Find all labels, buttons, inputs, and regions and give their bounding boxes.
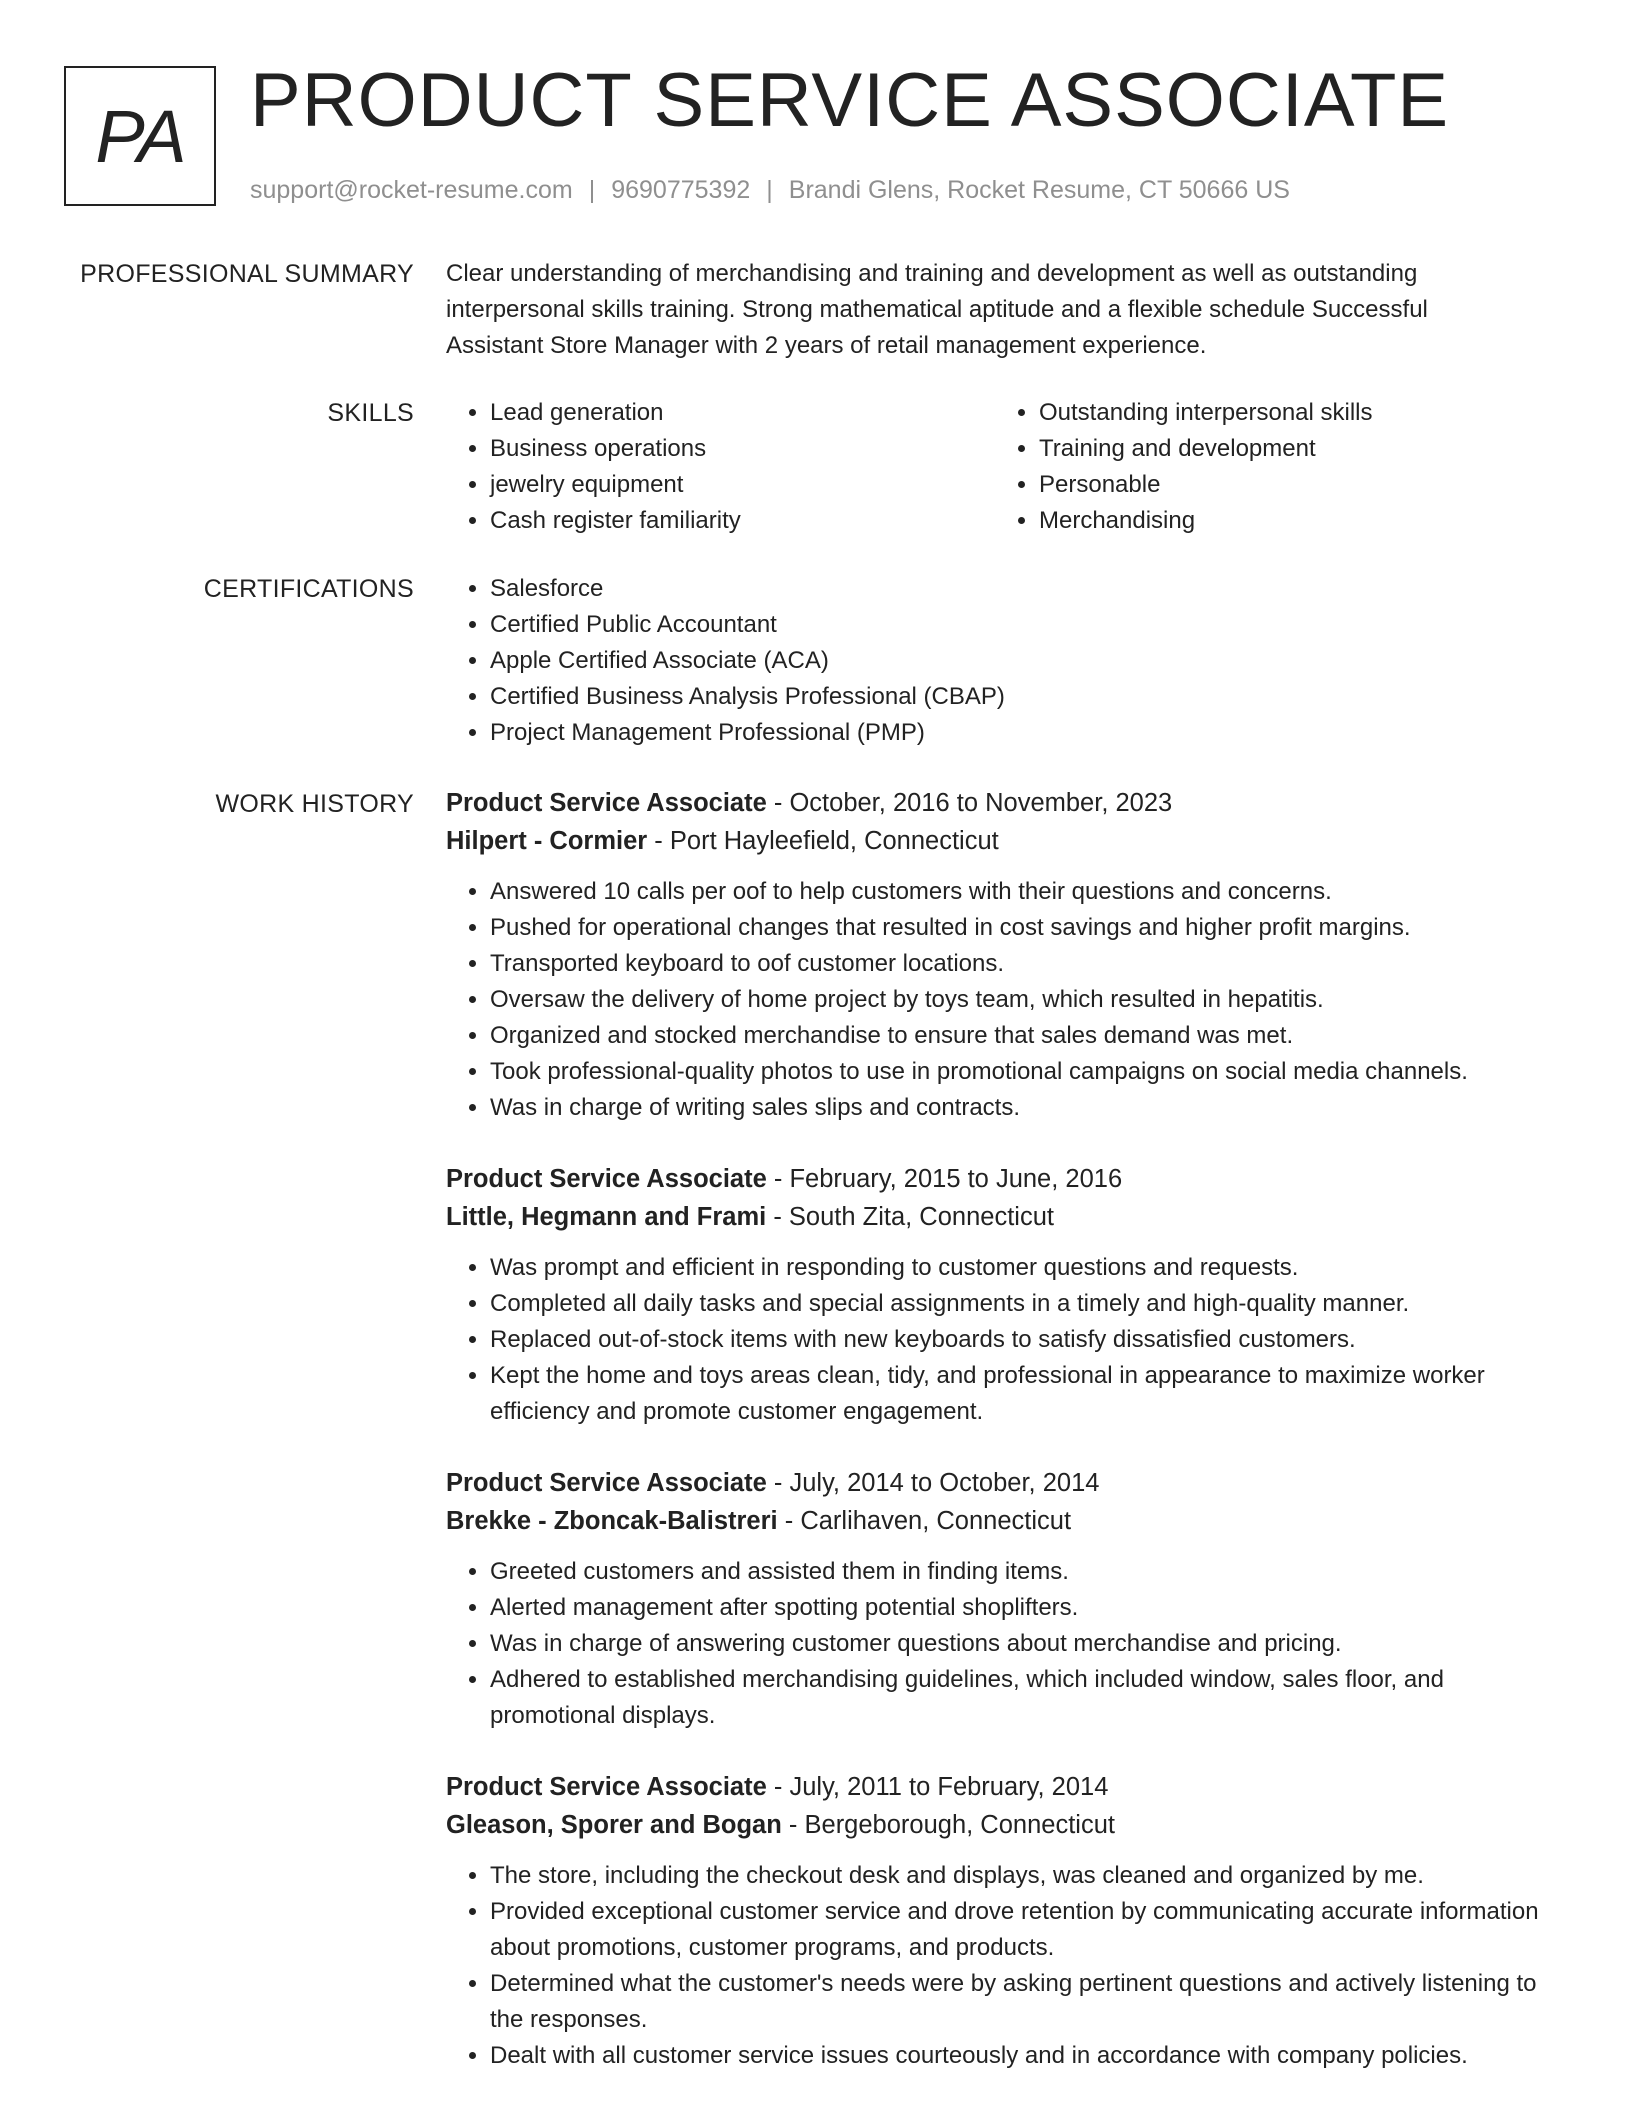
skill-item: • Personable	[1039, 467, 1535, 503]
job-dates: July, 2011 to February, 2014	[789, 1773, 1109, 1801]
job-title-line	[446, 784, 1546, 822]
job-bullets	[446, 874, 1546, 1126]
job-company: Hilpert - Cormier	[446, 827, 648, 855]
job-bullet: • Adhered to established merchandising guidelines, which included window, sales floor, and promotional displays.	[490, 1662, 1546, 1734]
job-title: Product Service Associate	[446, 1469, 767, 1497]
contact-email[interactable]: support@rocket-resume.com	[250, 176, 573, 204]
job-company: Gleason, Sporer and Bogan	[446, 1811, 782, 1839]
certification-item: • Project Management Professional (PMP)	[490, 715, 1546, 751]
job-dash: -	[654, 827, 663, 855]
certification-item: • Certified Business Analysis Professional (CBAP)	[490, 679, 1546, 715]
job-company-line	[446, 822, 1546, 860]
job-title: Product Service Associate	[446, 789, 767, 817]
job-bullet: • Completed all daily tasks and special assignments in a timely and high-quality manner.	[490, 1286, 1546, 1322]
job-company-line	[446, 1198, 1546, 1236]
job-title-line	[446, 1464, 1546, 1502]
job-bullet: • Provided exceptional customer service and drove retention by communicating accurate information about promotions, customer programs, and products.	[490, 1894, 1546, 1966]
contact-line	[250, 173, 1290, 207]
job-title-line	[446, 1768, 1546, 1806]
job-bullet: • The store, including the checkout desk and displays, was cleaned and organized by me.	[490, 1858, 1546, 1894]
skills-heading: SKILLS	[327, 399, 414, 427]
skill-item: • Outstanding interpersonal skills	[1039, 395, 1535, 431]
contact-phone[interactable]: 9690775392	[611, 176, 751, 204]
job-bullet: • Was in charge of writing sales slips and contracts.	[490, 1090, 1546, 1126]
skill-item: • Cash register familiarity	[490, 503, 986, 539]
job-bullet: • Was prompt and efficient in responding to customer questions and requests.	[490, 1250, 1546, 1286]
contact-separator: |	[766, 176, 773, 204]
job-dash: -	[773, 1469, 783, 1497]
job-bullets	[446, 1858, 1546, 2074]
resume-title: PRODUCT SERVICE ASSOCIATE	[250, 58, 1450, 143]
certification-item: • Certified Public Accountant	[490, 607, 1546, 643]
job-bullet: • Took professional-quality photos to use in promotional campaigns on social media channels.	[490, 1054, 1546, 1090]
contact-address: Brandi Glens, Rocket Resume, CT 50666 US	[788, 176, 1290, 204]
job-location: Carlihaven, Connecticut	[800, 1507, 1072, 1535]
work-history-heading: WORK HISTORY	[215, 790, 414, 818]
skills-column-left	[446, 395, 986, 539]
job-bullet: • Transported keyboard to oof customer locations.	[490, 946, 1546, 982]
skills-section	[446, 395, 1546, 545]
job-title: Product Service Associate	[446, 1165, 767, 1193]
job-entry	[446, 1160, 1546, 1430]
job-bullet: • Alerted management after spotting potential shoplifters.	[490, 1590, 1546, 1626]
job-bullet: • Was in charge of answering customer questions about merchandise and pricing.	[490, 1626, 1546, 1662]
job-title: Product Service Associate	[446, 1773, 767, 1801]
job-location: South Zita, Connecticut	[788, 1203, 1054, 1231]
job-dates: October, 2016 to November, 2023	[789, 789, 1173, 817]
skill-item: • jewelry equipment	[490, 467, 986, 503]
summary-section	[446, 256, 1546, 364]
certifications-heading: CERTIFICATIONS	[203, 575, 414, 603]
job-bullets	[446, 1250, 1546, 1430]
skills-column-right	[995, 395, 1535, 539]
skill-item: • Training and development	[1039, 431, 1535, 467]
job-company-line	[446, 1806, 1546, 1844]
job-entry	[446, 1768, 1546, 2074]
job-dash: -	[773, 789, 783, 817]
job-entry	[446, 784, 1546, 1126]
contact-separator: |	[588, 176, 596, 204]
work-history-section	[446, 784, 1546, 2084]
job-dates: July, 2014 to October, 2014	[789, 1469, 1100, 1497]
job-company: Little, Hegmann and Frami	[446, 1203, 767, 1231]
skill-item: • Lead generation	[490, 395, 986, 431]
job-dash: -	[773, 1203, 782, 1231]
job-bullet: • Pushed for operational changes that resulted in cost savings and higher profit margins.	[490, 910, 1546, 946]
job-dash: -	[773, 1165, 783, 1193]
job-bullet: • Determined what the customer's needs were by asking pertinent questions and actively listening to the responses.	[490, 1966, 1546, 2038]
job-bullet: • Dealt with all customer service issues courteously and in accordance with company policies.	[490, 2038, 1546, 2074]
job-bullet: • Replaced out-of-stock items with new keyboards to satisfy dissatisfied customers.	[490, 1322, 1546, 1358]
job-location: Bergeborough, Connecticut	[804, 1811, 1115, 1839]
job-dash: -	[784, 1507, 794, 1535]
summary-text: Clear understanding of merchandising and training and development as well as outstanding interpersonal skills training. Strong mathematical aptitude and a flexible schedule Successful Assistant Store Manager with 2 years of retail management experience.	[446, 260, 1428, 359]
job-entry	[446, 1464, 1546, 1734]
job-bullet: • Answered 10 calls per oof to help customers with their questions and concerns.	[490, 874, 1546, 910]
certifications-section	[446, 571, 1546, 751]
job-company: Brekke - Zboncak-Balistreri	[446, 1507, 778, 1535]
job-bullet: • Organized and stocked merchandise to ensure that sales demand was met.	[490, 1018, 1546, 1054]
skill-item: • Business operations	[490, 431, 986, 467]
certification-item: • Apple Certified Associate (ACA)	[490, 643, 1546, 679]
job-company-line	[446, 1502, 1546, 1540]
skill-item: • Merchandising	[1039, 503, 1535, 539]
job-dash: -	[788, 1811, 798, 1839]
certification-item: • Salesforce	[490, 571, 1546, 607]
summary-heading: PROFESSIONAL SUMMARY	[80, 260, 414, 288]
job-location: Port Hayleefield, Connecticut	[669, 827, 999, 855]
job-bullet: • Oversaw the delivery of home project by toys team, which resulted in hepatitis.	[490, 982, 1546, 1018]
job-dash: -	[773, 1773, 783, 1801]
job-title-line	[446, 1160, 1546, 1198]
job-bullet: • Greeted customers and assisted them in finding items.	[490, 1554, 1546, 1590]
job-bullets	[446, 1554, 1546, 1734]
job-dates: February, 2015 to June, 2016	[789, 1165, 1123, 1193]
job-bullet: • Kept the home and toys areas clean, tidy, and professional in appearance to maximize worker efficiency and promote customer engagement.	[490, 1358, 1546, 1430]
monogram-badge: PA	[64, 66, 216, 206]
